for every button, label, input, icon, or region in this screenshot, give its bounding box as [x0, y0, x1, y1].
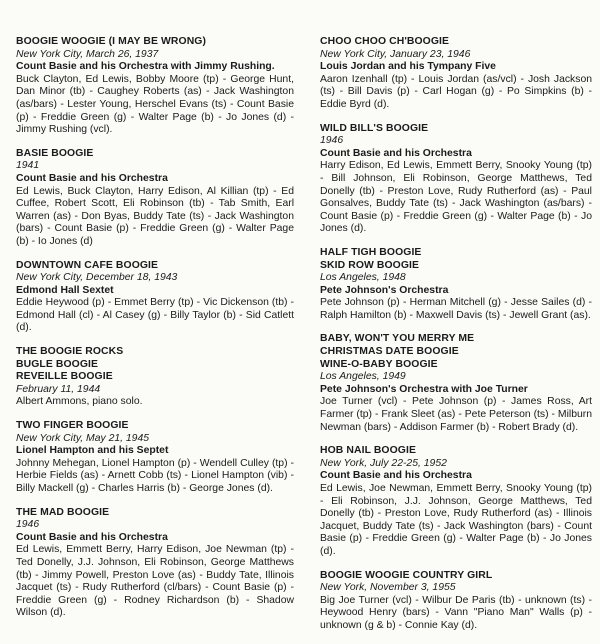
- personnel-list: Aaron Izenhall (tp) - Louis Jordan (as/vcl) - Josh Jackson (ts) - Bill Davis (p) - Carl Hogan (g) - Po Simpkins (b) - Eddie Byrd (d).: [320, 73, 592, 110]
- personnel-list: Pete Johnson (p) - Herman Mitchell (g) - Jesse Sailes (d) - Ralph Hamilton (b) - Maxwell Davis (ts) - Jewell Grant (as).: [320, 297, 592, 321]
- track-entry: [320, 247, 592, 323]
- recording-info: 1946: [16, 519, 40, 531]
- track-title: WINE-O-BABY BOOGIE: [320, 358, 438, 370]
- artist-name: Count Basie and his Orchestra with Jimmy Rushing.: [16, 61, 275, 73]
- personnel-list: Ed Lewis, Emmett Berry, Harry Edison, Joe Newman (tp) - Ted Donelly, J.J. Johnson, Eli Robinson, George Matthews (tb) - Jimmy Powell, Preston Love (as) - Buddy Tate, Illinois Jacquet (ts) - Rudy Rutherford (cl/bars) - Count Basie (p) - Freddie Green (g) - Rodney Richardson (b) - Shadow Wilson (d).: [16, 544, 294, 619]
- personnel-list: Ed Lewis, Joe Newman, Emmett Berry, Snooky Young (tp) - Eli Robinson, J.J. Johnson, George Matthews, Ted Donelly (tb) - Preston Love, Rudy Rutherford (as) - Illinois Jacquet, Buddy Tate (ts) - Jack Washington (bars) - Count Basie (p) - Freddie Green (g) - Walter Page (b) - Jo Jones (d).: [320, 483, 592, 557]
- artist-name: Louis Jordan and his Tympany Five: [320, 61, 496, 73]
- track-title: THE BOOGIE ROCKS: [16, 346, 124, 358]
- track-entry: [16, 507, 294, 620]
- artist-name: Edmond Hall Sextet: [16, 284, 114, 296]
- recording-info: New York City, May 21, 1945: [16, 432, 150, 444]
- personnel-list: Eddie Heywood (p) - Emmet Berry (tp) - Vic Dickenson (tb) - Edmond Hall (cl) - Al Casey (g) - Billy Taylor (b) - Sid Catlett (d).: [16, 297, 294, 334]
- recording-info: Los Angeles, 1948: [320, 272, 406, 284]
- right-column: [320, 36, 592, 644]
- personnel-list: Albert Ammons, piano solo.: [16, 396, 143, 408]
- personnel-list: Ed Lewis, Buck Clayton, Harry Edison, Al Killian (tp) - Ed Cuffee, Robert Scott, Eli Robinson (tb) - Tab Smith, Earl Warren (as) - Don Byas, Buddy Tate (ts) - Jack Washington (bars) - Count Basie (p) - Freddie Green (g) - Walter Page (b) - Io Jones (d): [16, 185, 294, 247]
- track-title: HALF TIGH BOOGIE: [320, 246, 422, 258]
- personnel-list: Big Joe Turner (vcl) - Wilbur De Paris (tb) - unknown (ts) - Heywood Henry (bars) - Vann "Piano Man" Walls (p) - unknown (g & b) - Connie Kay (d).: [320, 594, 592, 631]
- artist-name: Pete Johnson's Orchestra with Joe Turner: [320, 383, 528, 395]
- personnel-list: Joe Turner (vcl) - Pete Johnson (p) - James Ross, Art Farmer (tp) - Frank Sleet (as) - Pete Peterson (ts) - Milburn Newman (bars) - Addison Farmer (b) - Robert Brady (d).: [320, 396, 592, 433]
- recording-info: February 11, 1944: [16, 383, 101, 395]
- track-entry: [320, 570, 592, 633]
- track-title: DOWNTOWN CAFE BOOGIE: [16, 259, 159, 271]
- track-title: BOOGIE WOOGIE COUNTRY GIRL: [320, 569, 493, 581]
- track-title: BUGLE BOOGIE: [16, 358, 99, 370]
- track-entry: [16, 148, 294, 249]
- recording-info: New York, November 3, 1955: [320, 582, 456, 594]
- track-entry: [16, 346, 294, 409]
- track-entry: [320, 445, 592, 558]
- track-title: REVEILLE BOOGIE: [16, 371, 113, 383]
- artist-name: Lionel Hampton and his Septet: [16, 445, 169, 457]
- track-entry: [320, 333, 592, 434]
- track-title: BOOGIE WOOGIE (I MAY BE WRONG): [16, 36, 207, 47]
- recording-info: Los Angeles, 1949: [320, 371, 406, 383]
- artist-name: Count Basie and his Orchestra: [320, 470, 472, 482]
- track-title: BABY, WON'T YOU MERRY ME: [320, 333, 475, 345]
- artist-name: Count Basie and his Orchestra: [320, 147, 472, 159]
- track-title: THE MAD BOOGIE: [16, 506, 110, 518]
- track-title: HOB NAIL BOOGIE: [320, 445, 416, 457]
- track-entry: [16, 260, 294, 336]
- track-title: WILD BILL'S BOOGIE: [320, 122, 429, 134]
- track-entry: [16, 36, 294, 137]
- track-title: CHRISTMAS DATE BOOGIE: [320, 346, 459, 358]
- artist-name: Count Basie and his Orchestra: [16, 531, 168, 543]
- recording-info: New York City, January 23, 1946: [320, 48, 471, 60]
- recording-info: New York, July 22-25, 1952: [320, 457, 447, 469]
- track-title: CHOO CHOO CH'BOOGIE: [320, 36, 450, 47]
- recording-info: 1941: [16, 160, 40, 172]
- left-column: [16, 36, 294, 631]
- recording-info: New York City, December 18, 1943: [16, 272, 178, 284]
- personnel-list: Buck Clayton, Ed Lewis, Bobby Moore (tp) - George Hunt, Dan Minor (tb) - Caughey Roberts (as) - Jack Washington (as/bars) - Lester Young, Herschel Evans (ts) - Count Basie (p) - Freddie Green (g) - Walter Page (b) - Jo Jones (d) - Jimmy Rushing (vcl).: [16, 73, 294, 136]
- track-title: BASIE BOOGIE: [16, 147, 94, 159]
- artist-name: Count Basie and his Orchestra: [16, 172, 168, 184]
- personnel-list: Harry Edison, Ed Lewis, Emmett Berry, Snooky Young (tp) - Bill Johnson, Eli Robinson, George Matthews, Ted Donelly (tb) - Preston Love, Rudy Rutherford (as) - Paul Gonsalves, Buddy Tate (ts) - Jack Washington (as/bars) - Count Basie (p) - Freddie Green (g) - Walter Page (b) - Jo Jones (d).: [320, 160, 592, 235]
- track-entry: [320, 123, 592, 236]
- track-title: TWO FINGER BOOGIE: [16, 420, 129, 432]
- recording-info: New York City, March 26, 1937: [16, 48, 159, 60]
- personnel-list: Johnny Mehegan, Lionel Hampton (p) - Wendell Culley (tp) - Herbie Fields (as) - Arnett Cobb (ts) - Lionel Hampton (vib) - Billy Mackell (g) - Charles Harris (b) - George Jones (d).: [16, 457, 294, 494]
- track-entry: [320, 36, 592, 112]
- track-entry: [16, 420, 294, 496]
- track-title: SKID ROW BOOGIE: [320, 259, 420, 271]
- recording-info: 1946: [320, 135, 344, 147]
- artist-name: Pete Johnson's Orchestra: [320, 284, 449, 296]
